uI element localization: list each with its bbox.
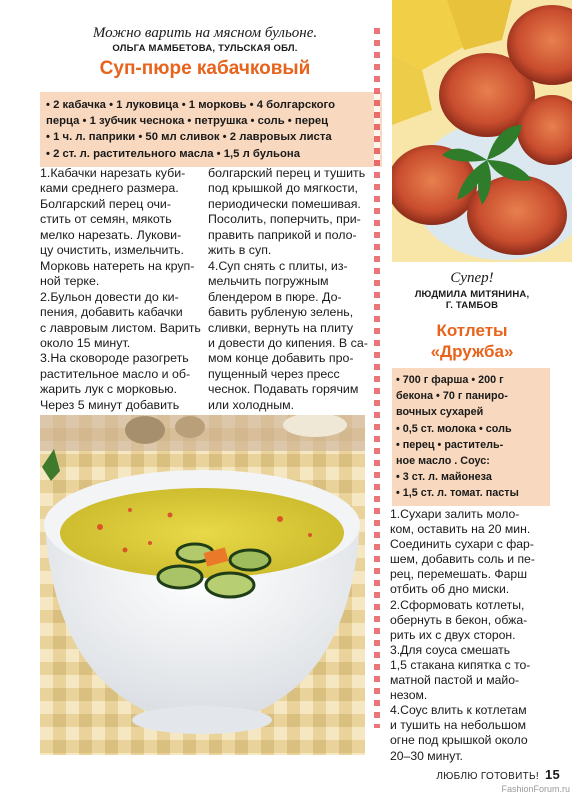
text-line: бавить рубленую зелень, — [208, 305, 354, 320]
page-footer — [400, 767, 560, 782]
cutlets-author — [392, 289, 552, 311]
text-line: жарить лук с морковью. — [40, 382, 178, 397]
ingredient-line: • перец • раститель- — [396, 438, 504, 451]
text-line: около 15 минут. — [40, 335, 131, 350]
text-line: ной терке. — [40, 274, 100, 289]
text-line: править паприкой и поло- — [208, 227, 357, 242]
text-line: 1.Сухари залить моло- — [390, 507, 520, 521]
decorative-stripe — [374, 28, 380, 728]
soup-tagline: Можно варить на мясном бульоне. — [92, 25, 318, 41]
text-line: Соединить сухари с фар- — [390, 537, 534, 552]
text-line: Посолить, поперчить, при- — [208, 212, 361, 227]
author-line: Г. ТАМБОВ — [445, 300, 499, 311]
magazine-name: ЛЮБЛЮ ГОТОВИТЬ! — [436, 771, 539, 782]
soup-steps-col1 — [40, 166, 206, 413]
text-line: мом конце добавить про- — [208, 351, 354, 366]
text-line: сливки, вернуть на плиту — [208, 320, 354, 335]
text-line: незом. — [390, 688, 428, 703]
title-line: Котлеты — [436, 321, 508, 340]
text-line: Через 5 минут добавить — [40, 397, 180, 412]
text-line: 3.Для соуса смешать — [390, 642, 511, 657]
text-line: Болгарский перец очи- — [40, 196, 171, 211]
soup-steps-col2 — [208, 166, 374, 413]
ingredient-line: перца • 1 зубчик чеснока • петрушка • соль • перец — [46, 115, 329, 128]
text-line: мельчить погружным — [208, 274, 329, 289]
text-line: и довести до кипения. В са- — [208, 335, 368, 350]
text-line: ками среднего размера. — [40, 181, 179, 196]
cutlets-tagline: Супер! — [450, 270, 494, 286]
text-line: мелко нарезать. Лукови- — [40, 227, 182, 242]
text-line: 1,5 стакана кипятка с то- — [390, 657, 531, 672]
ingredient-line: • 1,5 ст. л. томат. пасты — [396, 487, 519, 500]
text-line: 1.Кабачки нарезать куби- — [40, 166, 186, 180]
text-line: блендером в пюре. До- — [208, 289, 342, 304]
text-line: 20–30 минут. — [390, 748, 463, 763]
text-line: с лавровым листом. Варить — [40, 320, 201, 335]
text-line: пущенный через пресс — [208, 366, 340, 381]
text-line: периодически помешивая. — [208, 196, 361, 211]
text-line: огне под крышкой около — [390, 733, 528, 748]
cutlets-illustration — [392, 0, 572, 262]
text-line: Морковь натереть на круп- — [40, 258, 195, 273]
ingredient-line: бекона • 70 г паниро- — [396, 390, 508, 403]
text-line: растительное масло и об- — [40, 366, 191, 381]
text-line: и тушить на небольшом — [390, 718, 527, 733]
text-line: отбить об дно миски. — [390, 582, 510, 597]
text-line: 2.Сформовать котлеты, — [390, 597, 525, 612]
text-line: 3.На сковороде разогреть — [40, 351, 189, 366]
text-line: пения, добавить кабачки — [40, 305, 183, 320]
text-line: рец, перемешать. Фарш — [390, 567, 527, 582]
ingredient-line: вочных сухарей — [396, 406, 484, 419]
text-line: или холодным. — [208, 397, 295, 412]
author-line: ЛЮДМИЛА МИТЯНИНА, — [414, 289, 530, 300]
soup-photo — [40, 415, 365, 755]
text-line: жить в суп. — [208, 243, 272, 258]
cutlets-ingredients — [392, 368, 550, 506]
ingredient-line: • 700 г фарша • 200 г — [396, 374, 504, 386]
soup-author: ОЛЬГА МАМБЕТОВА, ТУЛЬСКАЯ ОБЛ. — [112, 43, 298, 54]
ingredient-line: • 2 кабачка • 1 луковица • 1 морковь • 4 болгарского — [46, 99, 335, 111]
text-line: 2.Бульон довести до ки- — [40, 289, 179, 304]
cutlets-title — [392, 320, 552, 362]
text-line: стить от семян, мякоть — [40, 212, 172, 227]
page-number: 15 — [544, 767, 560, 782]
text-line: чеснок. Подавать горячим — [208, 382, 359, 397]
title-line: «Дружба» — [430, 342, 514, 361]
text-line: под крышкой до мягкости, — [208, 181, 358, 196]
text-line: обернуть в бекон, обжа- — [390, 612, 528, 627]
text-line: ком, оставить на 20 мин. — [390, 522, 531, 537]
cutlets-steps — [390, 507, 568, 764]
soup-title: Суп-пюре кабачковый — [99, 58, 311, 79]
text-line: рить их с двух сторон. — [390, 627, 516, 642]
ingredient-line: ное масло . Соус: — [396, 455, 490, 468]
ingredient-line: • 2 ст. л. растительного масла • 1,5 л бульона — [46, 147, 300, 160]
ingredient-line: • 3 ст. л. майонеза — [396, 471, 492, 484]
cutlets-photo — [392, 0, 572, 262]
text-line: 4.Соус влить к котлетам — [390, 703, 527, 718]
text-line: цу очистить, измельчить. — [40, 243, 184, 258]
text-line: болгарский перец и тушить — [208, 166, 366, 180]
ingredient-line: • 0,5 ст. молока • соль — [396, 422, 512, 435]
soup-ingredients — [40, 92, 382, 167]
text-line: 4.Суп снять с плиты, из- — [208, 258, 348, 273]
text-line: матной пастой и майо- — [390, 673, 520, 688]
ingredient-line: • 1 ч. л. паприки • 50 мл сливок • 2 лавровых листа — [46, 131, 332, 144]
text-line: шем, добавить соль и пе- — [390, 552, 535, 567]
soup-bowl-illustration — [40, 415, 365, 755]
watermark: FashionForum.ru — [501, 784, 570, 794]
